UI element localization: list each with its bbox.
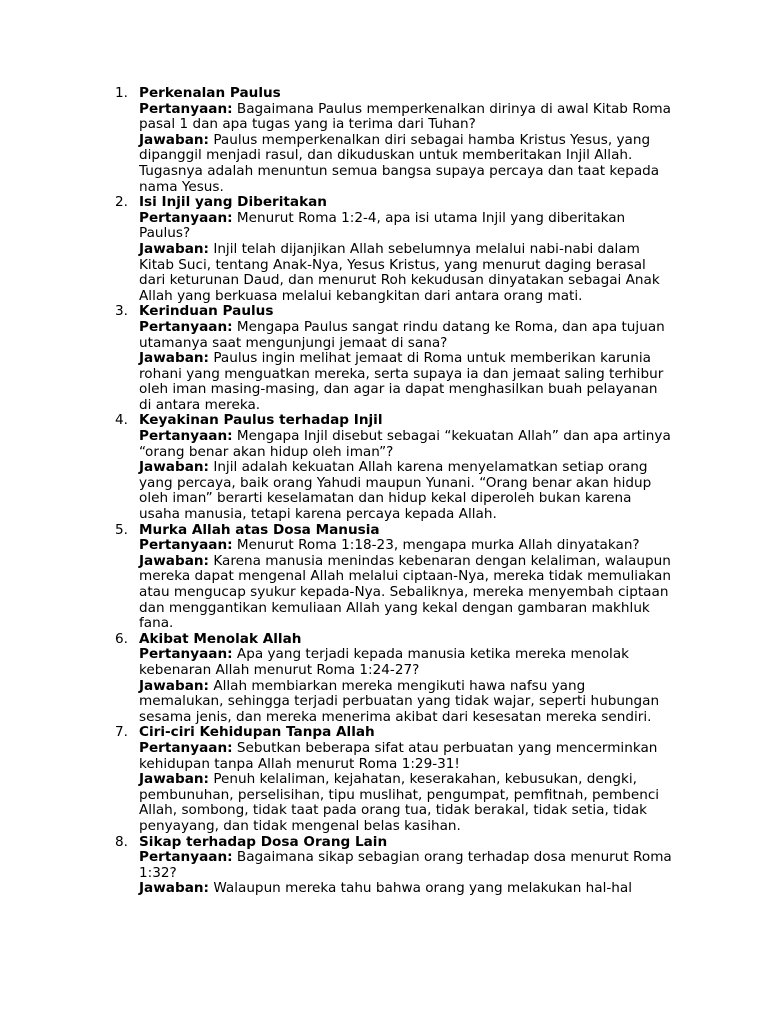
question-label: Pertanyaan: bbox=[139, 739, 233, 756]
question-text: Apa yang terjadi kepada manusia ketika mereka menolak kebenaran Allah menurut Roma 1:24-27? bbox=[139, 646, 630, 678]
item-title: Isi Injil yang Diberitakan bbox=[139, 194, 327, 211]
list-item bbox=[112, 632, 672, 726]
list-item bbox=[112, 523, 672, 632]
question-label: Pertanyaan: bbox=[139, 209, 233, 226]
answer-label: Jawaban: bbox=[139, 552, 209, 569]
answer-label: Jawaban: bbox=[139, 880, 209, 897]
answer-block bbox=[139, 460, 672, 522]
question-label: Pertanyaan: bbox=[139, 100, 233, 117]
answer-text: Paulus memperkenalkan diri sebagai hamba Kristus Yesus, yang dipanggil menjadi rasul, dan dikuduskan untuk memberitakan Injil Allah. Tugasnya adalah menuntun semua bangsa supaya percaya dan taat kepada nama Yesus. bbox=[139, 131, 660, 195]
question-text: Mengapa Injil disebut sebagai “kekuatan Allah” dan apa artinya “orang benar akan hidup oleh iman”? bbox=[139, 428, 671, 460]
question-block bbox=[139, 102, 672, 133]
answer-block bbox=[139, 133, 672, 195]
answer-label: Jawaban: bbox=[139, 240, 209, 257]
answer-label: Jawaban: bbox=[139, 350, 209, 367]
list-item bbox=[112, 413, 672, 522]
answer-label: Jawaban: bbox=[139, 771, 209, 788]
item-number: 6. bbox=[115, 630, 128, 647]
item-title: Perkenalan Paulus bbox=[139, 85, 281, 101]
answer-label: Jawaban: bbox=[139, 459, 209, 476]
question-text: Menurut Roma 1:18-23, mengapa murka Allah dinyatakan? bbox=[236, 537, 640, 554]
list-item bbox=[112, 304, 672, 413]
question-block bbox=[139, 320, 672, 351]
question-label: Pertanyaan: bbox=[139, 849, 233, 866]
list-item bbox=[112, 195, 672, 304]
answer-text: Paulus ingin melihat jemaat di Roma untuk memberikan karunia rohani yang menguatkan mereka, serta supaya ia dan jemaat saling terhibur oleh iman masing-masing, dan agar ia dapat menghasilkan buah pelayanan di antara mereka. bbox=[139, 350, 664, 413]
question-block bbox=[139, 647, 672, 678]
question-label: Pertanyaan: bbox=[139, 318, 233, 335]
item-title: Ciri-ciri Kehidupan Tanpa Allah bbox=[139, 724, 375, 741]
item-number: 1. bbox=[115, 85, 128, 101]
item-number: 5. bbox=[115, 521, 128, 538]
answer-block bbox=[139, 881, 672, 897]
item-title: Kerinduan Paulus bbox=[139, 303, 274, 320]
item-number: 7. bbox=[115, 724, 128, 741]
answer-block bbox=[139, 242, 672, 304]
answer-text: Allah membiarkan mereka mengikuti hawa nafsu yang memalukan, sehingga terjadi perbuatan yang tidak wajar, seperti hubungan sesama jenis, dan mereka menerima akibat dari kesesatan mereka sendiri. bbox=[139, 677, 660, 725]
question-block bbox=[139, 211, 672, 242]
list-item bbox=[112, 835, 672, 897]
item-title: Murka Allah atas Dosa Manusia bbox=[139, 521, 380, 538]
answer-block bbox=[139, 554, 672, 632]
question-text: Mengapa Paulus sangat rindu datang ke Roma, dan apa tujuan utamanya saat mengunjungi jemaat di sana? bbox=[139, 318, 665, 351]
item-number: 3. bbox=[115, 303, 128, 320]
question-text: Sebutkan beberapa sifat atau perbuatan yang mencerminkan kehidupan tanpa Allah menurut Roma 1:29-31! bbox=[139, 739, 658, 772]
question-label: Pertanyaan: bbox=[139, 537, 233, 554]
answer-block bbox=[139, 351, 672, 413]
answer-text: Injil adalah kekuatan Allah karena menyelamatkan setiap orang yang percaya, baik orang Yahudi maupun Yunani. “Orang benar akan hidup oleh iman” berarti keselamatan dan hidup kekal diperoleh bukan karena usaha manusia, tetapi karena percaya kepada Allah. bbox=[139, 459, 652, 523]
list-item bbox=[112, 86, 672, 195]
question-block bbox=[139, 850, 672, 881]
answer-text: Karena manusia menindas kebenaran dengan kelaliman, walaupun mereka dapat mengenal Allah melalui ciptaan-Nya, mereka tidak memuliakan atau mengucap syukur kepada-Nya. Sebaliknya, mereka menyembah ciptaan dan menggantikan kemuliaan Allah yang kekal dengan gambaran makhluk fana. bbox=[139, 552, 671, 632]
answer-label: Jawaban: bbox=[139, 677, 209, 694]
question-text: Menurut Roma 1:2-4, apa isi utama Injil yang diberitakan Paulus? bbox=[139, 209, 626, 242]
item-title: Akibat Menolak Allah bbox=[139, 630, 302, 647]
question-block bbox=[139, 429, 672, 460]
qa-list bbox=[112, 86, 672, 897]
answer-block bbox=[139, 772, 672, 834]
item-number: 2. bbox=[115, 194, 128, 211]
answer-text: Penuh kelaliman, kejahatan, keserakahan, kebusukan, dengki, pembunuhan, perselisihan, tipu muslihat, pengumpat, pemfitnah, pembenci Allah, sombong, tidak taat pada orang tua, tidak berakal, tidak setia, tidak penyayang, dan tidak mengenal belas kasihan. bbox=[139, 771, 660, 834]
question-text: Bagaimana Paulus memperkenalkan dirinya di awal Kitab Roma pasal 1 dan apa tugas yang ia terima dari Tuhan? bbox=[139, 100, 671, 133]
question-text: Bagaimana sikap sebagian orang terhadap dosa menurut Roma 1:32? bbox=[139, 849, 672, 881]
item-number: 4. bbox=[115, 412, 128, 429]
list-item bbox=[112, 725, 672, 834]
question-label: Pertanyaan: bbox=[139, 428, 233, 445]
question-block bbox=[139, 741, 672, 772]
answer-block bbox=[139, 679, 672, 726]
item-title: Keyakinan Paulus terhadap Injil bbox=[139, 412, 383, 429]
answer-text: Walaupun mereka tahu bahwa orang yang melakukan hal-hal bbox=[213, 880, 632, 897]
item-number: 8. bbox=[115, 833, 128, 850]
answer-text: Injil telah dijanjikan Allah sebelumnya melalui nabi-nabi dalam Kitab Suci, tentang Anak-Nya, Yesus Kristus, yang menurut daging berasal dari keturunan Daud, dan menurut Roh kekudusan dinyatakan sebagai Anak Allah yang berkuasa melalui kebangkitan dari antara orang mati. bbox=[139, 240, 660, 304]
answer-label: Jawaban: bbox=[139, 131, 209, 148]
question-label: Pertanyaan: bbox=[139, 646, 233, 663]
item-title: Sikap terhadap Dosa Orang Lain bbox=[139, 833, 388, 850]
question-block bbox=[139, 538, 672, 554]
